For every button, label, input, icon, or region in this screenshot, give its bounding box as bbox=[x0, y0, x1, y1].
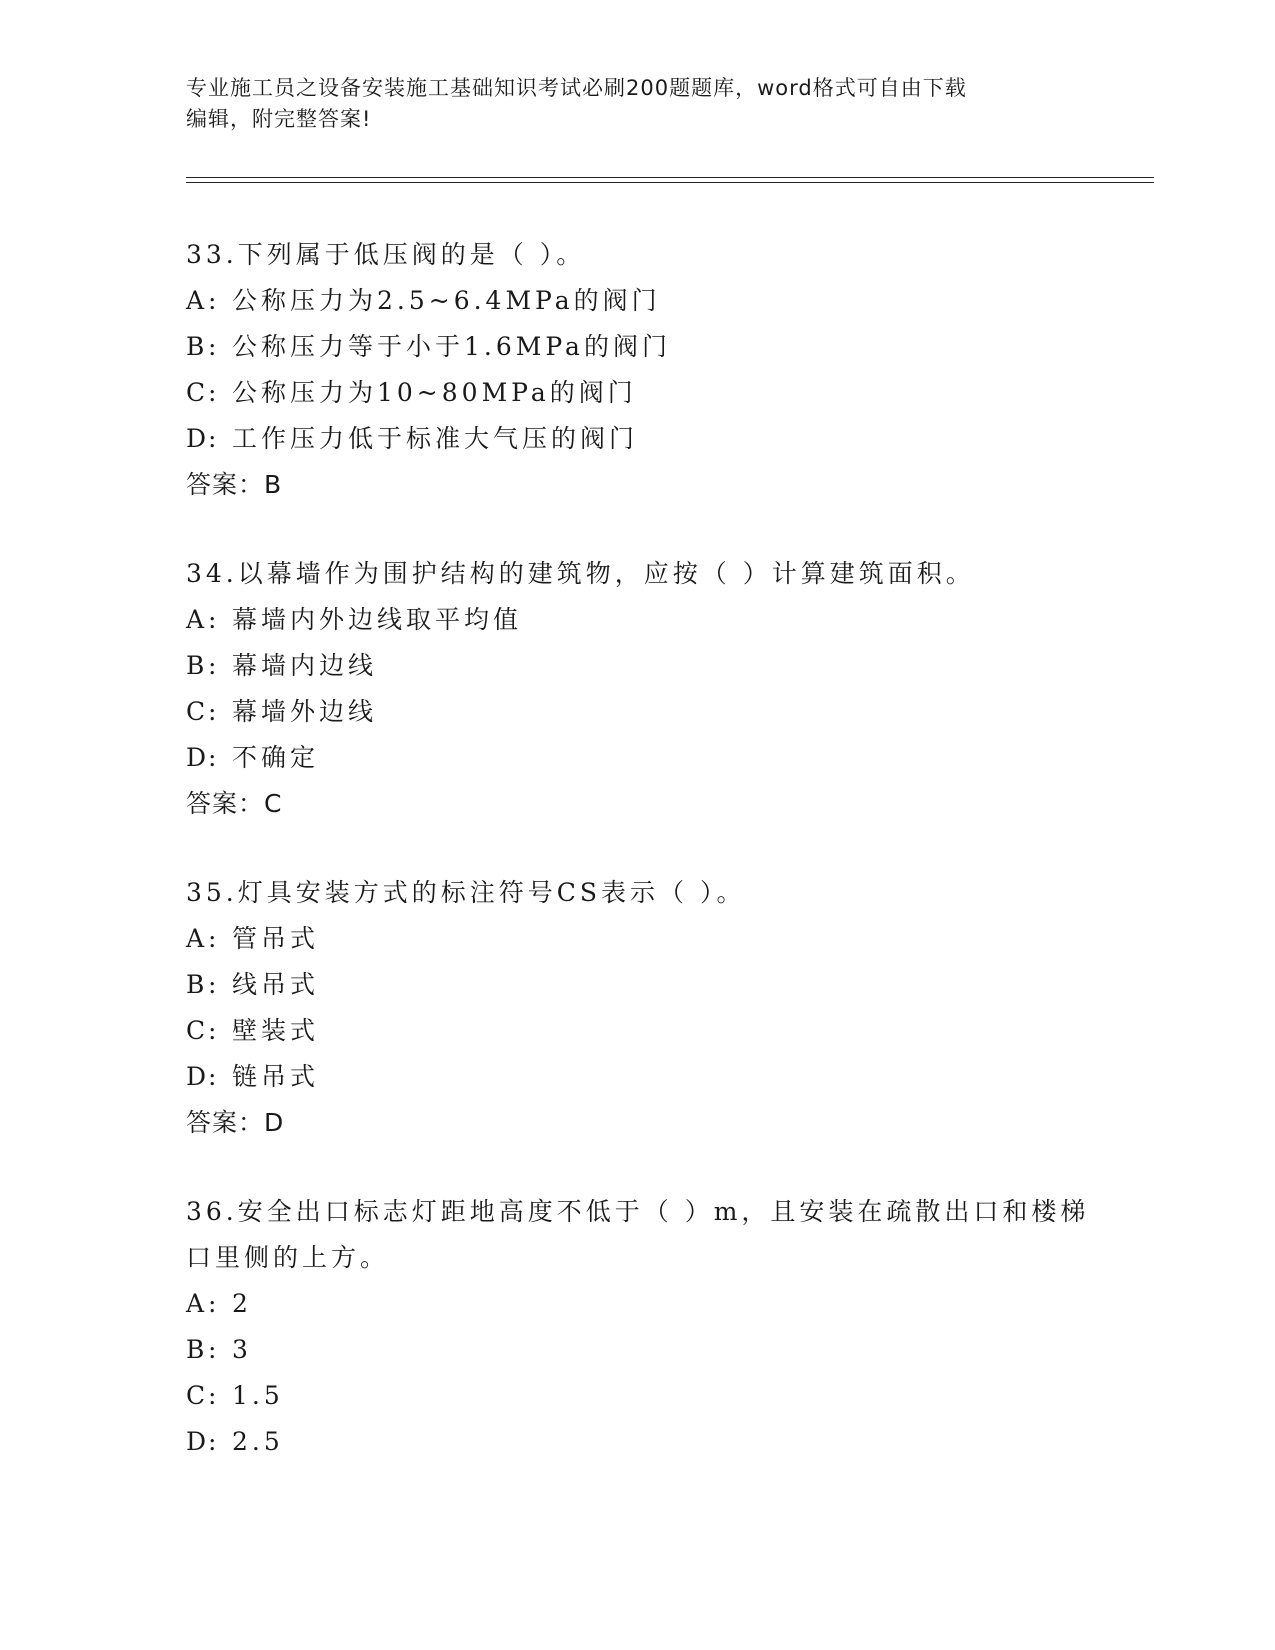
option-letter: D bbox=[186, 1062, 211, 1091]
option-letter: C bbox=[186, 1016, 210, 1045]
option-text: 公称压力为2.5~6.4MPa的阀门 bbox=[232, 286, 661, 315]
option-separator: : bbox=[208, 1381, 221, 1410]
answer-value: C bbox=[264, 789, 283, 818]
option-c bbox=[186, 1373, 1086, 1419]
option-b bbox=[186, 1327, 1086, 1373]
option-c bbox=[186, 1008, 1086, 1054]
header-rule-top bbox=[186, 177, 1154, 178]
option-a bbox=[186, 278, 1086, 324]
option-a bbox=[186, 597, 1086, 643]
option-letter: B bbox=[186, 651, 209, 680]
option-separator: : bbox=[208, 332, 221, 361]
header-title-line-1: 专业施工员之设备安装施工基础知识考试必刷200题题库，word格式可自由下载 bbox=[186, 76, 967, 100]
question-35 bbox=[186, 870, 1086, 1146]
question-stem-line-1: 36.安全出口标志灯距地高度不低于（ ）m，且安装在疏散出口和楼梯 bbox=[186, 1197, 1090, 1226]
option-separator: : bbox=[208, 651, 221, 680]
option-b bbox=[186, 643, 1086, 689]
question-list bbox=[186, 232, 1090, 1508]
option-text: 2 bbox=[232, 1289, 252, 1318]
option-text: 1.5 bbox=[232, 1381, 284, 1410]
header-rule-bottom bbox=[186, 182, 1154, 183]
answer-value: B bbox=[264, 470, 283, 499]
option-separator: : bbox=[208, 1016, 221, 1045]
option-d bbox=[186, 1419, 1086, 1465]
option-text: 壁装式 bbox=[232, 1016, 320, 1045]
option-text: 不确定 bbox=[232, 743, 320, 772]
option-separator: : bbox=[208, 1427, 221, 1456]
answer-line bbox=[186, 1100, 1086, 1146]
answer-line bbox=[186, 781, 1086, 827]
option-letter: C bbox=[186, 1381, 210, 1410]
option-letter: C bbox=[186, 697, 210, 726]
question-34 bbox=[186, 551, 1086, 827]
option-text: 幕墙内外边线取平均值 bbox=[232, 605, 523, 634]
option-letter: D bbox=[186, 1427, 211, 1456]
option-text: 2.5 bbox=[232, 1427, 284, 1456]
option-letter: B bbox=[186, 332, 209, 361]
answer-label: 答案： bbox=[186, 470, 265, 499]
option-letter: A bbox=[186, 924, 209, 953]
option-text: 公称压力为10~80MPa的阀门 bbox=[232, 378, 637, 407]
answer-line bbox=[186, 462, 1086, 508]
option-separator: : bbox=[208, 970, 221, 999]
option-text: 工作压力低于标准大气压的阀门 bbox=[232, 424, 639, 453]
option-b bbox=[186, 962, 1086, 1008]
option-text: 公称压力等于小于1.6MPa的阀门 bbox=[232, 332, 671, 361]
question-stem: 33.下列属于低压阀的是（ ）。 bbox=[186, 240, 586, 269]
option-letter: A bbox=[186, 286, 209, 315]
option-letter: D bbox=[186, 424, 211, 453]
option-separator: : bbox=[208, 286, 221, 315]
option-d bbox=[186, 735, 1086, 781]
option-separator: : bbox=[208, 1062, 221, 1091]
question-36 bbox=[186, 1189, 1090, 1465]
option-c bbox=[186, 689, 1086, 735]
option-text: 幕墙内边线 bbox=[232, 651, 378, 680]
question-stem: 34.以幕墙作为围护结构的建筑物，应按（ ）计算建筑面积。 bbox=[186, 559, 975, 588]
question-stem: 35.灯具安装方式的标注符号CS表示（ ）。 bbox=[186, 878, 746, 907]
option-separator: : bbox=[208, 697, 221, 726]
option-letter: B bbox=[186, 970, 209, 999]
option-letter: A bbox=[186, 605, 209, 634]
option-separator: : bbox=[208, 743, 221, 772]
option-a bbox=[186, 1281, 1086, 1327]
document-header bbox=[186, 73, 1076, 135]
option-letter: D bbox=[186, 743, 211, 772]
option-d bbox=[186, 416, 1086, 462]
option-separator: : bbox=[208, 424, 221, 453]
answer-label: 答案： bbox=[186, 789, 265, 818]
option-separator: : bbox=[208, 1289, 221, 1318]
option-letter: C bbox=[186, 378, 210, 407]
option-d bbox=[186, 1054, 1086, 1100]
option-text: 幕墙外边线 bbox=[232, 697, 378, 726]
option-separator: : bbox=[208, 1335, 221, 1364]
question-stem-line-2: 口里侧的上方。 bbox=[186, 1243, 390, 1272]
header-title-line-2: 编辑，附完整答案! bbox=[186, 107, 372, 131]
question-33 bbox=[186, 232, 1086, 508]
option-letter: B bbox=[186, 1335, 209, 1364]
option-letter: A bbox=[186, 1289, 209, 1318]
option-a bbox=[186, 916, 1086, 962]
option-text: 管吊式 bbox=[232, 924, 320, 953]
option-text: 线吊式 bbox=[232, 970, 320, 999]
option-c bbox=[186, 370, 1086, 416]
option-text: 3 bbox=[232, 1335, 252, 1364]
option-text: 链吊式 bbox=[232, 1062, 320, 1091]
option-separator: : bbox=[208, 605, 221, 634]
option-separator: : bbox=[208, 924, 221, 953]
option-separator: : bbox=[208, 378, 221, 407]
answer-label: 答案： bbox=[186, 1108, 265, 1137]
option-b bbox=[186, 324, 1086, 370]
answer-value: D bbox=[264, 1108, 285, 1137]
